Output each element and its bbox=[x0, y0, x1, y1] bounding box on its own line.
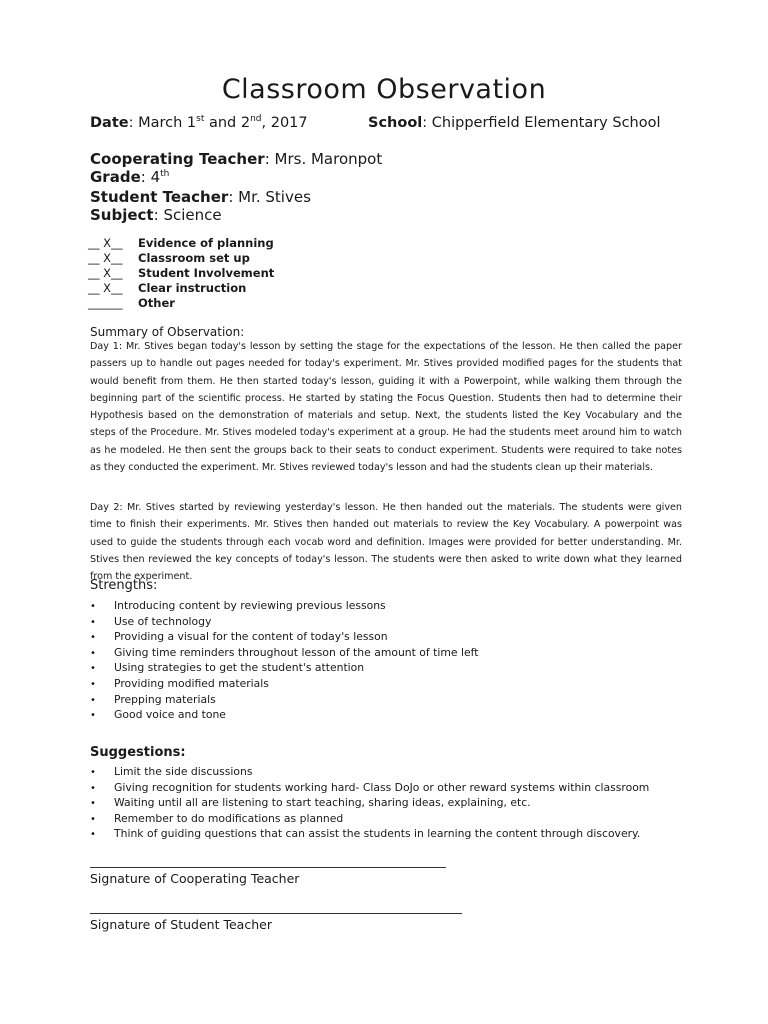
student-teacher-label: Student Teacher bbox=[90, 188, 229, 206]
list-item bbox=[90, 826, 649, 842]
grade-sup: th bbox=[160, 169, 170, 179]
checklist-item bbox=[88, 281, 274, 296]
strength-text: Giving time reminders throughout lesson of the amount of time left bbox=[114, 645, 479, 659]
student-teacher-value: Mr. Stives bbox=[238, 188, 311, 206]
date-line: Date: March 1st and 2nd, 2017 bbox=[90, 114, 308, 131]
list-item bbox=[90, 811, 649, 827]
strength-text: Using strategies to get the student's attention bbox=[114, 661, 365, 675]
student-signature-label: Signature of Student Teacher bbox=[90, 917, 272, 932]
list-item bbox=[90, 795, 649, 811]
suggestions-list bbox=[90, 764, 649, 842]
cooperating-teacher-label: Cooperating Teacher bbox=[90, 150, 265, 168]
checklist-mark: __ X__ bbox=[88, 266, 123, 280]
bullet-icon: • bbox=[90, 829, 96, 841]
checklist-label: Evidence of planning bbox=[138, 236, 274, 250]
bullet-icon: • bbox=[90, 601, 96, 612]
checklist-item bbox=[88, 236, 274, 251]
school-line: School: Chipperfield Elementary School bbox=[368, 115, 661, 131]
bullet-icon: • bbox=[90, 798, 96, 810]
summary-day1: Day 1: Mr. Stives began today's lesson by setting the stage for the expectations of the lesson. He then called the paper passers up to handle out pages needed for today's experiment. Mr. Stives provided modified pages for the students that would benefit from them. He then started today's lesson, guiding it with a Powerpoint, while walking them through the beginning part of the scientific process. He started by stating the Focus Question. Students then had to determine their Hypothesis based on the demonstration of materials and setup. Next, the students listed the Key Vocabulary and the steps of the Procedure. Mr. Stives modeled today's experiment at a group. He had the students meet around him to watch as he modeled. He then sent the groups back to their seats to conduct experiment. Students were required to take notes as they conducted the experiment. Mr. Stives reviewed today's lesson and had the students clean up their materials. bbox=[90, 341, 682, 474]
student-signature-line[interactable] bbox=[90, 913, 462, 914]
bullet-icon: • bbox=[90, 632, 96, 644]
bullet-icon: • bbox=[90, 678, 96, 690]
bullet-icon: • bbox=[90, 616, 96, 628]
strengths-list bbox=[90, 598, 478, 723]
cooperating-signature-label: Signature of Cooperating Teacher bbox=[90, 871, 300, 886]
date-value-b: and 2 bbox=[208, 115, 251, 131]
date-sup-a: st bbox=[196, 114, 205, 125]
suggestion-text: Think of guiding questions that can assist the students in learning the content through discovery. bbox=[114, 827, 641, 841]
cooperating-teacher-value: Mrs. Maronpot bbox=[274, 150, 383, 168]
checklist-item bbox=[88, 266, 274, 281]
bullet-icon: • bbox=[90, 694, 96, 706]
list-item bbox=[90, 707, 478, 723]
student-teacher-line: Student Teacher: Mr. Stives bbox=[90, 188, 311, 206]
checklist-label: Clear instruction bbox=[138, 281, 247, 295]
checklist-mark: ______ bbox=[88, 296, 123, 310]
suggestion-text: Limit the side discussions bbox=[114, 765, 253, 778]
subject-line: Subject: Science bbox=[90, 206, 222, 224]
list-item bbox=[90, 614, 478, 630]
list-item bbox=[90, 764, 649, 780]
suggestion-text: Waiting until all are listening to start teaching, sharing ideas, explaining, etc. bbox=[114, 796, 531, 810]
observation-checklist bbox=[88, 236, 274, 311]
checklist-mark: __ X__ bbox=[88, 281, 123, 295]
cooperating-signature-line[interactable] bbox=[90, 867, 446, 868]
suggestion-text: Giving recognition for students working hard- Class DoJo or other reward systems within classroom bbox=[114, 780, 650, 794]
strengths-heading: Strengths: bbox=[90, 578, 158, 593]
list-item bbox=[90, 645, 478, 661]
bullet-icon: • bbox=[90, 813, 96, 825]
school-label: School bbox=[368, 115, 423, 131]
checklist-label: Other bbox=[138, 296, 175, 310]
list-item bbox=[90, 598, 478, 614]
suggestions-heading: Suggestions: bbox=[90, 745, 186, 760]
strength-text: Use of technology bbox=[114, 614, 212, 628]
grade-value: 4 bbox=[150, 168, 161, 186]
checklist-label: Student Involvement bbox=[138, 266, 275, 280]
summary-day2: Day 2: Mr. Stives started by reviewing yesterday's lesson. He then handed out the materials. The students were given time to finish their experiments. Mr. Stives then handed out materials to review the Key Vocabulary. A powerpoint was used to guide the students through each vocab word and definition. Images were provided for better understanding. Mr. Stives then reviewed the key concepts of today's lesson. The students were then asked to write down what they learned from the experiment. bbox=[90, 502, 682, 583]
list-item bbox=[90, 629, 478, 645]
date-value-c: , 2017 bbox=[261, 115, 308, 131]
summary-heading: Summary of Observation: bbox=[90, 325, 245, 339]
checklist-label: Classroom set up bbox=[138, 251, 250, 265]
bullet-icon: • bbox=[90, 710, 96, 722]
checklist-item bbox=[88, 251, 274, 266]
strength-text: Providing modified materials bbox=[114, 676, 269, 690]
suggestion-text: Remember to do modifications as planned bbox=[114, 811, 344, 825]
date-label: Date bbox=[90, 115, 129, 131]
list-item bbox=[90, 676, 478, 692]
strength-text: Good voice and tone bbox=[114, 708, 226, 722]
list-item bbox=[90, 692, 478, 708]
date-value-a: March 1 bbox=[138, 115, 197, 131]
bullet-icon: • bbox=[90, 663, 96, 675]
list-item bbox=[90, 780, 649, 796]
bullet-icon: • bbox=[90, 767, 96, 778]
school-value: Chipperfield Elementary School bbox=[431, 115, 661, 131]
page-title: Classroom Observation bbox=[221, 74, 547, 105]
strength-text: Introducing content by reviewing previous lessons bbox=[114, 599, 386, 612]
grade-line: Grade: 4th bbox=[90, 168, 170, 186]
subject-value: Science bbox=[163, 206, 222, 224]
subject-label: Subject bbox=[90, 206, 154, 224]
strength-text: Prepping materials bbox=[114, 692, 216, 706]
checklist-mark: __ X__ bbox=[88, 236, 123, 250]
list-item bbox=[90, 660, 478, 676]
bullet-icon: • bbox=[90, 782, 96, 794]
strength-text: Providing a visual for the content of today's lesson bbox=[114, 630, 388, 644]
cooperating-teacher-line: Cooperating Teacher: Mrs. Maronpot bbox=[90, 150, 383, 168]
date-sup-b: nd bbox=[250, 114, 262, 125]
bullet-icon: • bbox=[90, 647, 96, 659]
checklist-mark: __ X__ bbox=[88, 251, 123, 265]
grade-label: Grade bbox=[90, 168, 141, 186]
checklist-item bbox=[88, 296, 274, 311]
